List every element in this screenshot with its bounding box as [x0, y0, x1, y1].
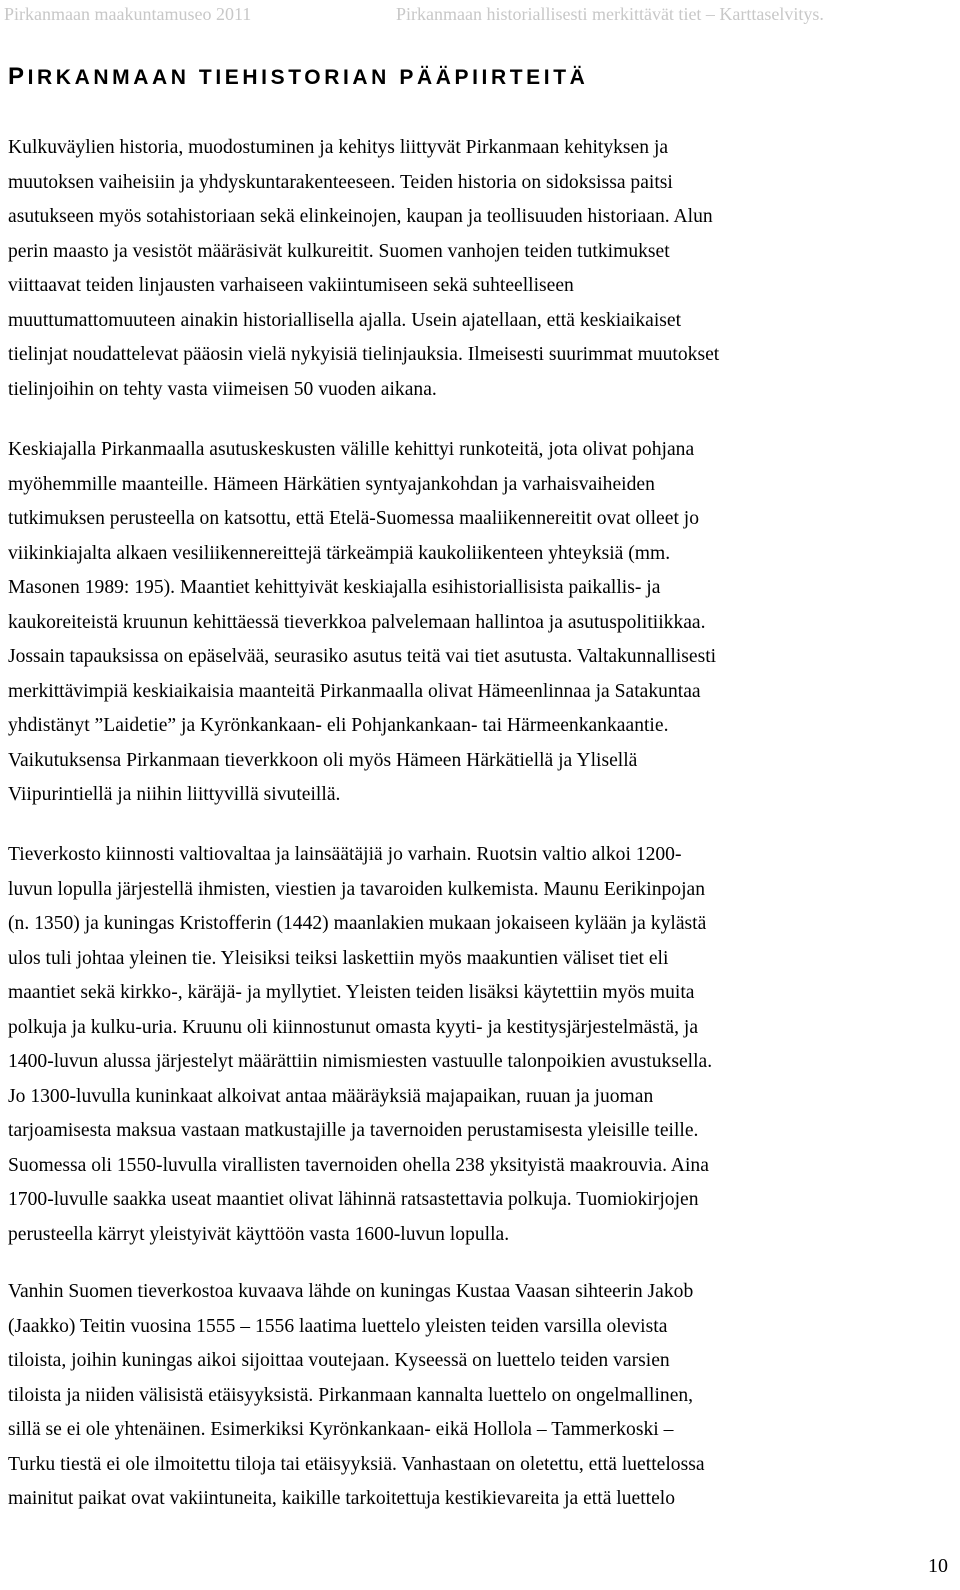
text-line: (Jaakko) Teitin vuosina 1555 – 1556 laatima luettelo yleisten teiden varsilla olevista: [8, 1315, 668, 1337]
page-number: 10: [928, 1555, 948, 1577]
text-line: perin maasto ja vesistöt määräsivät kulkureitit. Suomen vanhojen teiden tutkimukset: [8, 240, 670, 262]
text-line: 1700-luvulle saakka useat maantiet olivat lähinnä ratsastettavia polkuja. Tuomiokirjojen: [8, 1189, 699, 1210]
text-line: Jossain tapauksissa on epäselvää, seurasiko asutus teitä vai tiet asutusta. Valtakunnallisesti: [8, 646, 717, 667]
paragraph-2: [8, 433, 938, 813]
text-line: muutoksen vaiheisiin ja yhdyskuntarakenteeseen. Teiden historia on sidoksissa paitsi: [8, 171, 673, 193]
text-line: polkuja ja kulku-uria. Kruunu oli kiinnostunut omasta kyyti- ja kestitysjärjestelmästä, ja: [8, 1016, 699, 1038]
text-line: tiloista, joihin kuningas aikoi sijoittaa voutejaan. Kyseessä on luettelo teiden varsien: [8, 1350, 670, 1371]
text-line: viikinkiajalta alkaen vesiliikennereittejä tärkeämpiä kaukoliikenteen yhteyksiä (mm.: [8, 542, 671, 564]
section-heading: [8, 63, 588, 92]
paragraph-3: [8, 838, 938, 1252]
text-line: Turku tiestä ei ole ilmoitettu tiloja tai etäisyyksiä. Vanhastaan on oletettu, että luettelossa: [8, 1453, 705, 1475]
text-line: yhdistänyt ”Laidetie” ja Kyrönkankaan- eli Pohjankankaan- tai Härmeenkankaantie.: [8, 715, 669, 736]
text-line: Masonen 1989: 195). Maantiet kehittyivät keskiajalla esihistoriallisista paikallis- ja: [8, 577, 661, 598]
running-header: [0, 2, 960, 28]
text-line: myöhemmille maanteille. Hämeen Härkätien syntyajankohdan ja varhaisvaiheiden: [8, 473, 655, 495]
text-line: asutukseen myös sotahistoriaan sekä elinkeinojen, kaupan ja teollisuuden historiaan. Alun: [8, 206, 713, 227]
text-line: Tieverkosto kiinnosti valtiovaltaa ja lainsäätäjiä jo varhain. Ruotsin valtio alkoi 1200-: [8, 844, 682, 865]
header-report-title: Pirkanmaan historiallisesti merkittävät tiet – Karttaselvitys.: [396, 4, 824, 24]
text-line: maantiet sekä kirkko-, käräjä- ja myllytiet. Yleisten teiden lisäksi käytettiin myös muita: [8, 982, 695, 1003]
text-line: muuttumattomuuteen ainakin historiallisella ajalla. Usein ajatellaan, että keskiaikaiset: [8, 309, 682, 331]
text-line: Keskiajalla Pirkanmaalla asutuskeskusten välille kehittyi runkoteitä, jota olivat pohjana: [8, 439, 695, 460]
text-line: 1400-luvun alussa järjestelyt määrättiin nimismiesten vastuulle talonpoikien avustuksella.: [8, 1051, 713, 1072]
text-line: Jo 1300-luvulla kuninkaat alkoivat antaa määräyksiä majapaikan, ruuan ja juoman: [8, 1085, 654, 1107]
text-line: Kulkuväylien historia, muodostuminen ja kehitys liittyvät Pirkanmaan kehityksen ja: [8, 137, 669, 158]
heading-rest: IRKANMAAN TIEHISTORIAN PÄÄPIIRTEITÄ: [27, 66, 589, 89]
header-publisher: Pirkanmaan maakuntamuseo 2011: [4, 4, 252, 24]
text-line: merkittävimpiä keskiaikaisia maanteitä Pirkanmaalla olivat Hämeenlinnaa ja Satakuntaa: [8, 680, 701, 702]
text-line: tielinjat noudattelevat pääosin vielä nykyisiä tielinjauksia. Ilmeisesti suurimmat muutokset: [8, 344, 720, 365]
text-line: tarjoamisesta maksua vastaan matkustajille ja tavernoiden perustamisesta yleisille teille.: [8, 1120, 699, 1141]
text-line: perusteella kärryt yleistyivät käyttöön vasta 1600-luvun lopulla.: [8, 1223, 510, 1245]
text-line: Viipurintiellä ja niihin liittyvillä sivuteillä.: [8, 784, 341, 805]
text-line: Vaikutuksensa Pirkanmaan tieverkkoon oli myös Hämeen Härkätiellä ja Ylisellä: [8, 749, 638, 771]
text-line: Suomessa oli 1550-luvulla virallisten tavernoiden ohella 238 yksityistä maakrouvia. Aina: [8, 1154, 709, 1176]
text-line: tiloista ja niiden välisistä etäisyyksistä. Pirkanmaan kannalta luettelo on ongelmallinen,: [8, 1384, 694, 1406]
text-line: tutkimuksen perusteella on katsottu, että Etelä-Suomessa maaliikennereitit ovat olleet jo: [8, 508, 700, 529]
text-line: (n. 1350) ja kuningas Kristofferin (1442) maanlakien mukaan jokaiseen kylään ja kylästä: [8, 913, 707, 934]
text-line: mainitut paikat ovat vakiintuneita, kaikille tarkoitettuja kestikievareita ja että luettelo: [8, 1488, 676, 1509]
text-line: Vanhin Suomen tieverkostoa kuvaava lähde on kuningas Kustaa Vaasan sihteerin Jakob: [8, 1281, 694, 1302]
text-line: kaukoreiteistä kruunun kehittäessä tieverkkoa palvelemaan hallintoa ja asutuspolitiikkaa.: [8, 611, 706, 633]
heading-initial: P: [8, 63, 28, 90]
paragraph-4: [8, 1275, 938, 1517]
text-line: sillä se ei ole yhtenäinen. Esimerkiksi Kyrönkankaan- eikä Hollola – Tammerkoski –: [8, 1419, 674, 1440]
text-line: viittaavat teiden linjausten varhaiseen vakiintumiseen sekä suhteelliseen: [8, 275, 574, 296]
text-line: ulos tuli johtaa yleinen tie. Yleisiksi teiksi laskettiin myös maakuntien väliset tiet eli: [8, 947, 669, 969]
paragraph-1: [8, 131, 938, 407]
text-line: tielinjoihin on tehty vasta viimeisen 50 vuoden aikana.: [8, 378, 437, 400]
text-line: luvun lopulla järjestellä ihmisten, viestien ja tavaroiden kulkemista. Maunu Eerikinpojan: [8, 878, 706, 900]
